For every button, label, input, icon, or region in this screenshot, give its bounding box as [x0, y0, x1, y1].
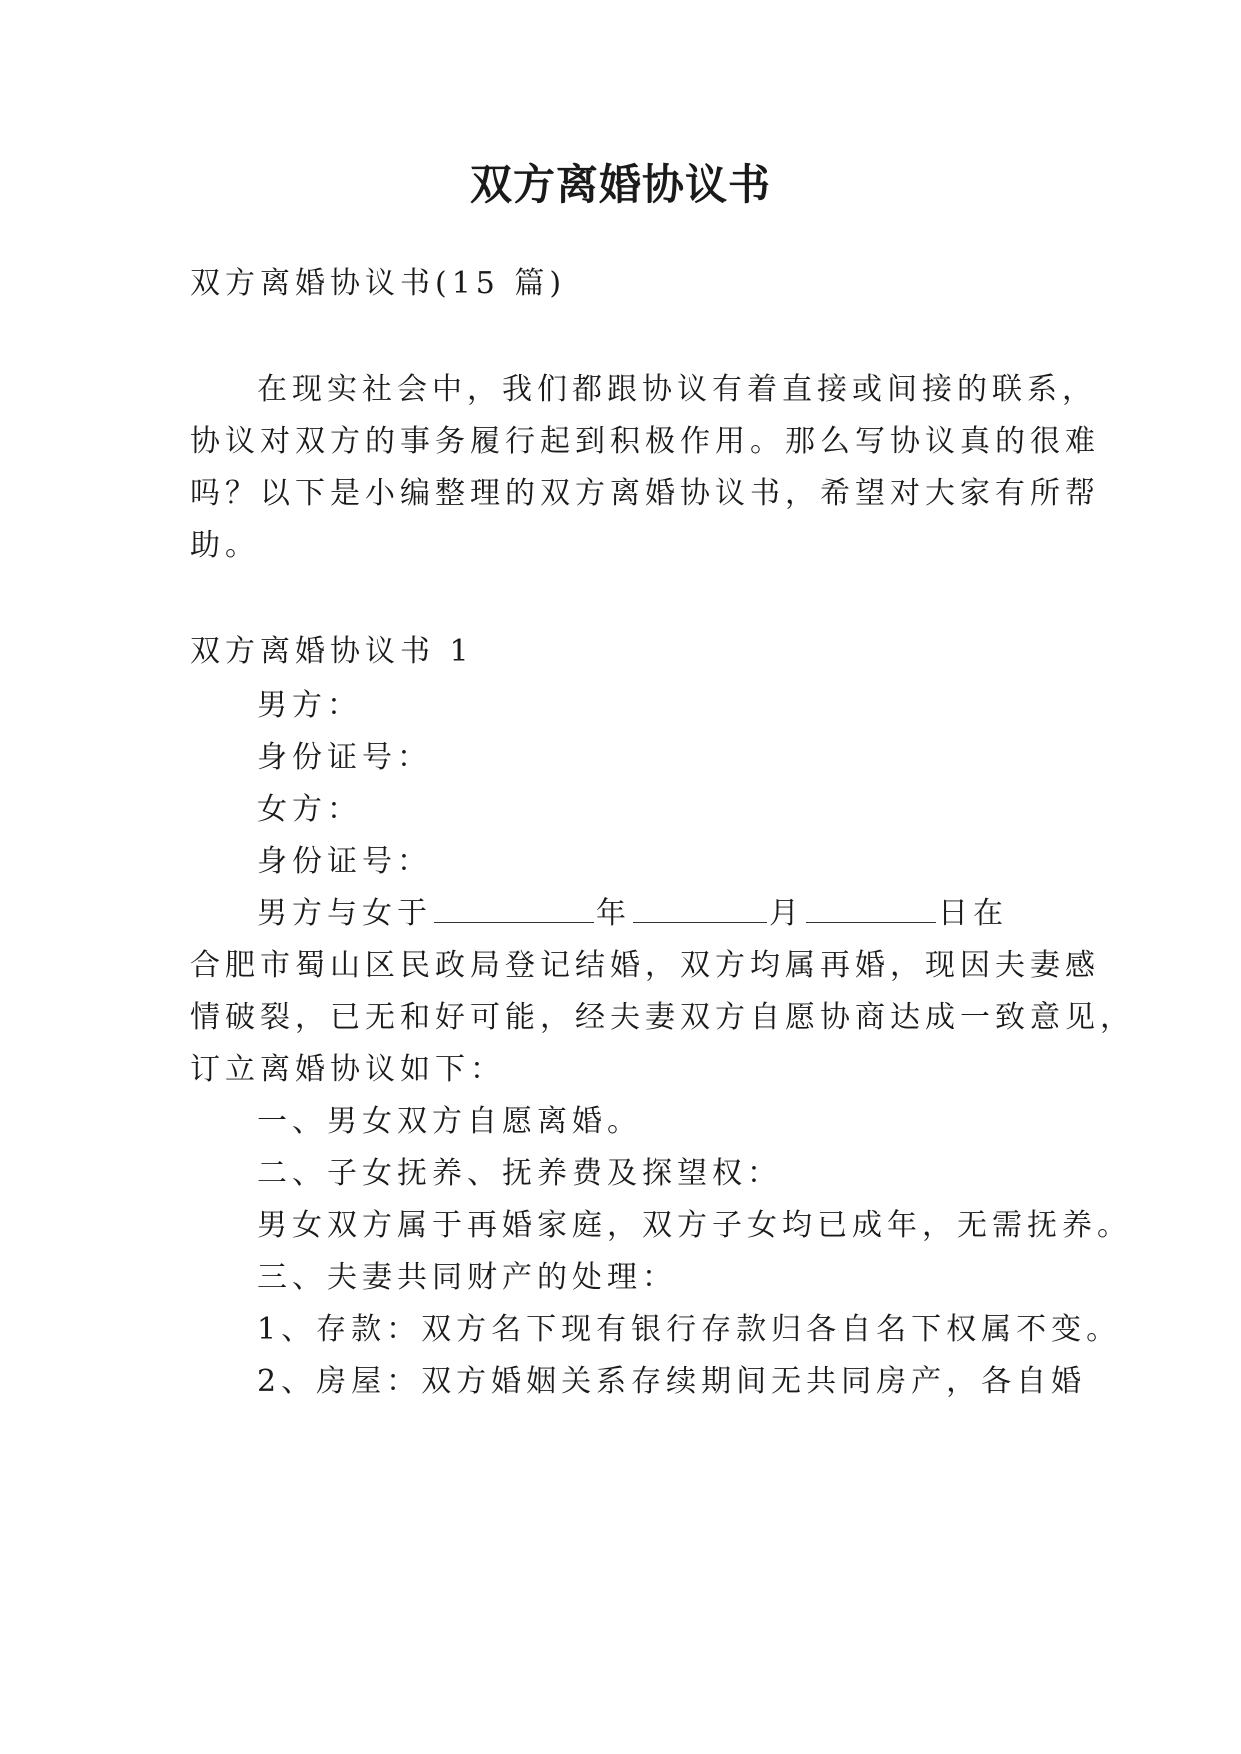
day-blank [806, 894, 936, 923]
marriage-date-line [257, 892, 1008, 936]
section-heading: 双方离婚协议书 1 [190, 634, 474, 669]
intro-line-3: 吗？以下是小编整理的双方离婚协议书，希望对大家有所帮 [190, 476, 1100, 511]
marriage-line-3: 订立离婚协议如下： [190, 1052, 505, 1087]
year-blank [434, 894, 594, 923]
intro-line-4: 助。 [190, 528, 260, 563]
clause-3-item-1: 1、存款：双方名下现有银行存款归各自名下权属不变。 [257, 1312, 1122, 1347]
female-id-label: 身份证号： [257, 844, 432, 879]
marriage-line-1: 合肥市蜀山区民政局登记结婚，双方均属再婚，现因夫妻感 [190, 948, 1100, 983]
male-label: 男方： [257, 688, 362, 723]
day-label: 日在 [938, 896, 1008, 931]
document-title: 双方离婚协议书 [469, 160, 771, 209]
clause-3: 三、夫妻共同财产的处理： [257, 1260, 677, 1295]
clause-1: 一、男女双方自愿离婚。 [257, 1104, 642, 1139]
marriage-prefix: 男方与女于 [257, 896, 432, 931]
marriage-line-2: 情破裂，已无和好可能，经夫妻双方自愿协商达成一致意见， [190, 1000, 1135, 1035]
clause-3-item-2: 2、房屋：双方婚姻关系存续期间无共同房产，各自婚 [257, 1364, 1087, 1399]
month-label: 月 [769, 896, 804, 931]
document-subtitle: 双方离婚协议书(15 篇) [190, 266, 567, 301]
intro-line-2: 协议对双方的事务履行起到积极作用。那么写协议真的很难 [190, 424, 1100, 459]
female-label: 女方： [257, 792, 362, 827]
month-blank [633, 894, 767, 923]
male-id-label: 身份证号： [257, 740, 432, 775]
intro-line-1: 在现实社会中，我们都跟协议有着直接或间接的联系， [257, 372, 1097, 407]
clause-2: 二、子女抚养、抚养费及探望权： [257, 1156, 782, 1191]
clause-2-detail: 男女双方属于再婚家庭，双方子女均已成年，无需抚养。 [257, 1208, 1132, 1243]
year-label: 年 [596, 896, 631, 931]
